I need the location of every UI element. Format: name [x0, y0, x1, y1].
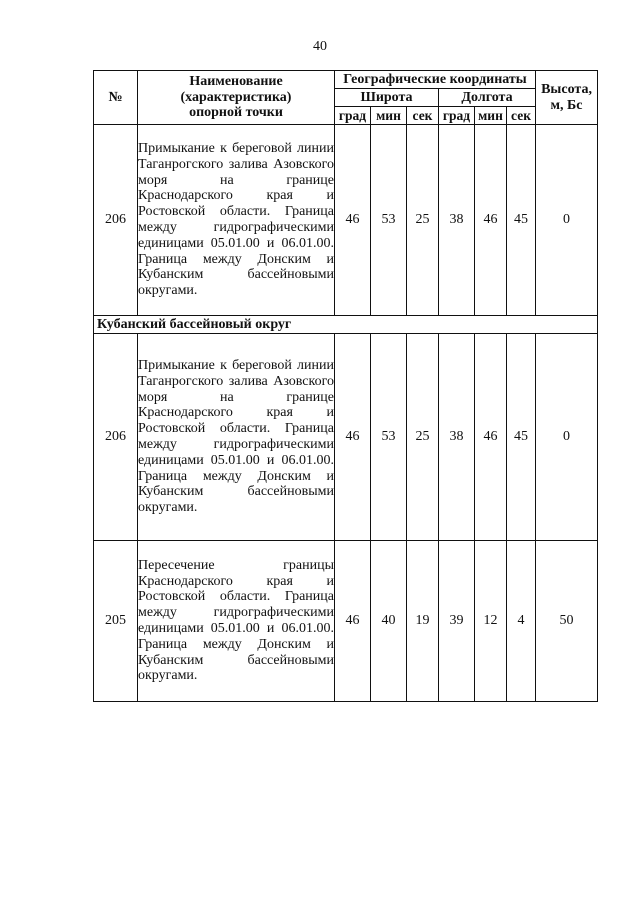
- header-lon-deg: град: [439, 107, 475, 125]
- row-description: Примыкание к береговой линии Таганрогского залива Азовского моря на границе Краснодарского края и Ростовской области. Граница между гидрографическими единицами 05.01.00 и 06.01.00. Граница между Донским и Кубанским бассейновыми округами.: [138, 334, 335, 541]
- row-lat-min: 40: [371, 541, 407, 702]
- header-geo-coordinates: Географические координаты: [335, 71, 536, 89]
- page-number: 40: [313, 39, 327, 54]
- row-height: 0: [536, 125, 598, 316]
- header-longitude: Долгота: [439, 89, 536, 107]
- header-latitude: Широта: [335, 89, 439, 107]
- row-height: 0: [536, 334, 598, 541]
- section-title: Кубанский бассейновый округ: [94, 316, 598, 334]
- row-lat-sec: 25: [407, 334, 439, 541]
- row-lon-deg: 38: [439, 334, 475, 541]
- row-lat-min: 53: [371, 125, 407, 316]
- row-height: 50: [536, 541, 598, 702]
- row-lon-deg: 39: [439, 541, 475, 702]
- row-lat-min: 53: [371, 334, 407, 541]
- row-lat-deg: 46: [335, 125, 371, 316]
- header-num: №: [94, 71, 138, 125]
- coordinates-table: [93, 70, 598, 702]
- header-lon-min: мин: [475, 107, 507, 125]
- header-lat-deg: град: [335, 107, 371, 125]
- header-name-line1: Наименование: [189, 73, 283, 89]
- header-height-line1: Высота,: [541, 81, 592, 97]
- table-row: [94, 334, 598, 541]
- row-num: 205: [94, 541, 138, 702]
- row-num: 206: [94, 334, 138, 541]
- row-lon-min: 46: [475, 125, 507, 316]
- section-row: [94, 316, 598, 334]
- header-lat-sec: сек: [407, 107, 439, 125]
- row-description: Примыкание к береговой линии Таганрогского залива Азовского моря на границе Краснодарского края и Ростовской области. Граница между гидрографическими единицами 05.01.00 и 06.01.00. Граница между Донским и Кубанским бассейновыми округами.: [138, 125, 335, 316]
- header-height: [536, 71, 598, 125]
- row-lon-min: 12: [475, 541, 507, 702]
- header-height-line2: м, Бс: [550, 97, 583, 113]
- row-lat-deg: 46: [335, 541, 371, 702]
- header-name-line3: опорной точки: [189, 105, 283, 121]
- header-lon-sec: сек: [507, 107, 536, 125]
- row-description: Пересечение границы Краснодарского края и Ростовской области. Граница между гидрографическими единицами 05.01.00 и 06.01.00. Граница между Донским и Кубанским бассейновыми округами.: [138, 541, 335, 702]
- header-name: [138, 71, 335, 125]
- table-row: [94, 125, 598, 316]
- row-lat-deg: 46: [335, 334, 371, 541]
- row-lon-sec: 45: [507, 334, 536, 541]
- row-lat-sec: 25: [407, 125, 439, 316]
- header-name-line2: (характеристика): [180, 89, 292, 105]
- row-lat-sec: 19: [407, 541, 439, 702]
- row-lon-min: 46: [475, 334, 507, 541]
- header-lat-min: мин: [371, 107, 407, 125]
- row-lon-sec: 45: [507, 125, 536, 316]
- row-num: 206: [94, 125, 138, 316]
- table-row: [94, 541, 598, 702]
- row-lon-sec: 4: [507, 541, 536, 702]
- row-lon-deg: 38: [439, 125, 475, 316]
